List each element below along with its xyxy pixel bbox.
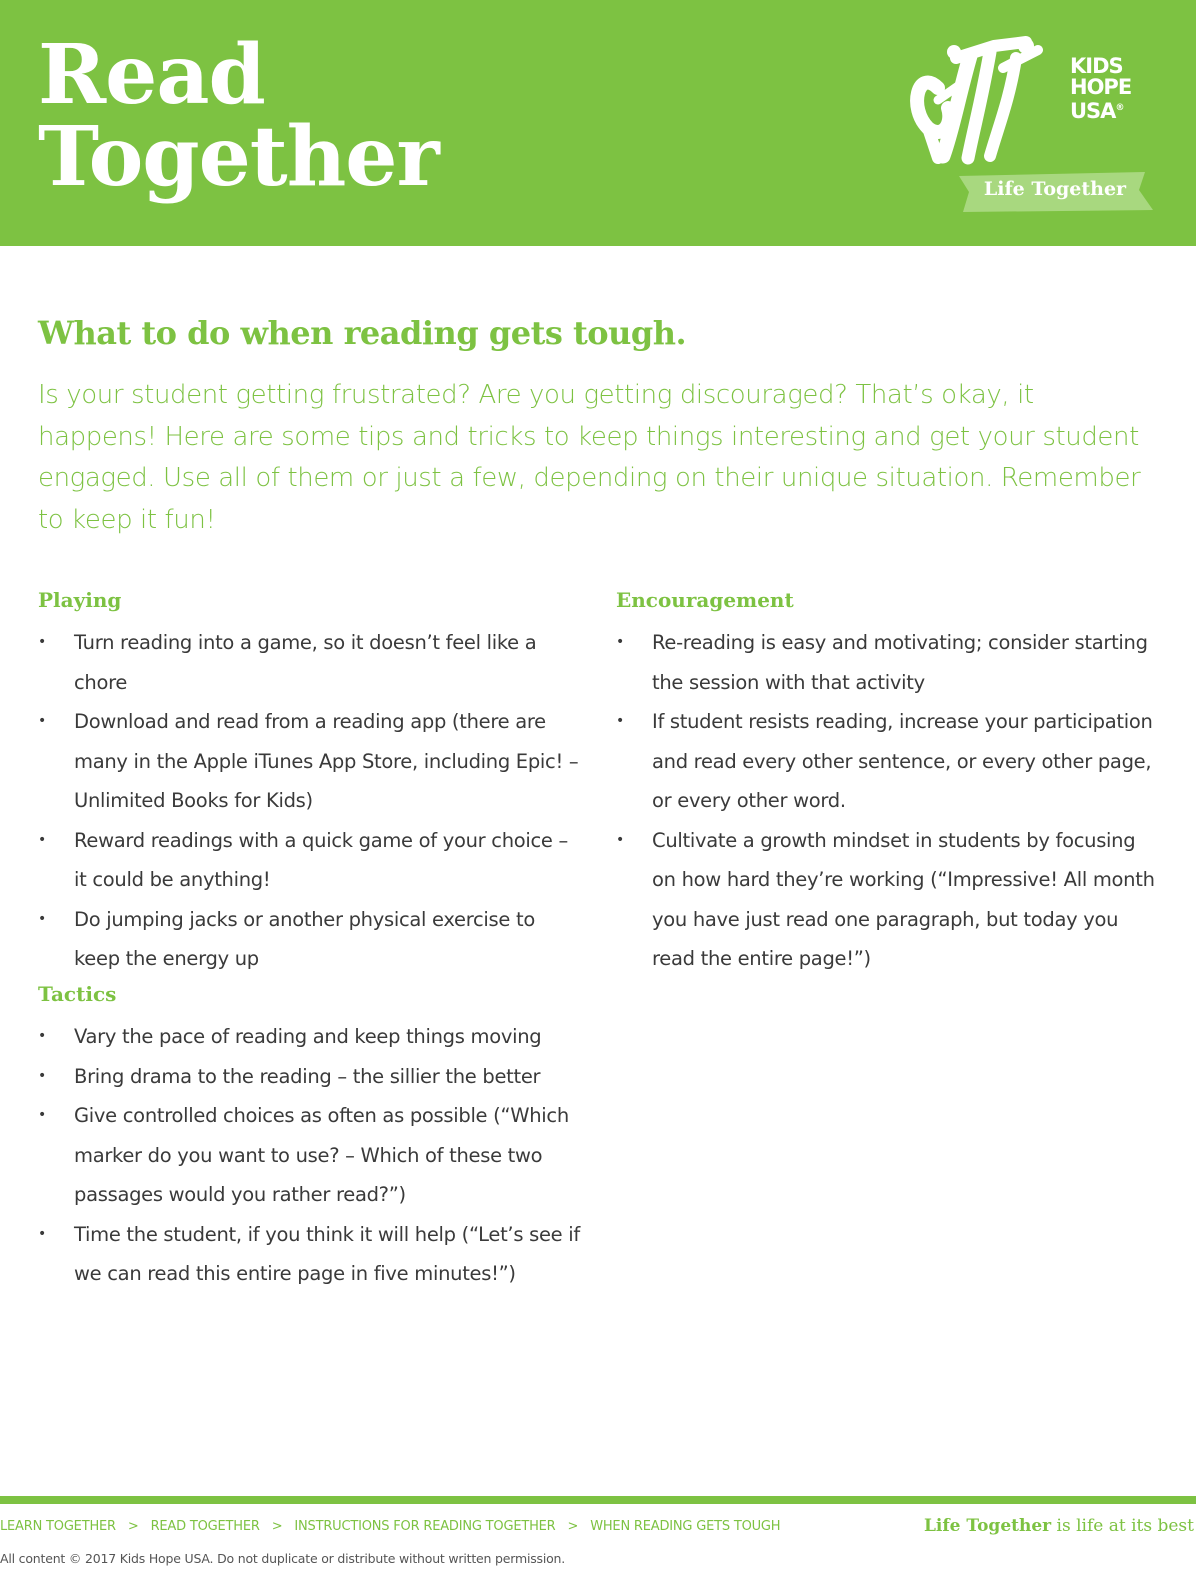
list-item (38, 1017, 583, 1057)
brand-line-kids: KIDS (1070, 54, 1123, 78)
bullet-icon: • (616, 713, 624, 729)
list-item-text: Re-reading is easy and motivating; consider starting the session with that activity (652, 631, 1148, 694)
list-item-text: Turn reading into a game, so it doesn’t feel like a chore (74, 631, 537, 694)
intro-paragraph: Is your student getting frustrated? Are you getting discouraged? That’s okay, it happens! Here are some tips and tricks to keep things interesting and get your student engaged. Use all of them or just a few, depending on their unique situation. Remember to keep it fun! (38, 380, 1141, 535)
list-item-text: Bring drama to the reading – the sillier the better (74, 1064, 541, 1088)
brand-line-hope: HOPE (1070, 75, 1132, 99)
list-item (38, 1057, 583, 1097)
breadcrumb-item-read-together[interactable]: READ TOGETHER (150, 1519, 260, 1534)
playing-section (38, 587, 583, 979)
bullet-icon: • (38, 713, 46, 729)
bullet-icon: • (616, 634, 624, 650)
bullet-icon: • (38, 910, 46, 927)
encouragement-heading: Encouragement (616, 588, 794, 612)
list-item (38, 821, 583, 900)
encouragement-list (616, 623, 1161, 979)
bullet-icon: • (38, 1107, 46, 1123)
bullet-icon: • (38, 1225, 46, 1242)
list-item (616, 821, 1161, 979)
list-item-text: Vary the pace of reading and keep things moving (74, 1025, 542, 1048)
playing-list (38, 623, 583, 979)
list-item-text: Cultivate a growth mindset in students by focusing on how hard they’re working (“Impressive! All month you have just read one paragraph, but today you read the entire page!”) (652, 828, 1155, 970)
breadcrumb-separator: > (127, 1519, 139, 1534)
bullet-icon: • (38, 831, 46, 848)
breadcrumb (0, 1519, 780, 1534)
registered-mark: ® (1115, 103, 1124, 113)
breadcrumb-separator: > (271, 1519, 283, 1534)
page-title (38, 27, 439, 205)
tactics-heading: Tactics (38, 982, 117, 1006)
list-item-text: Do jumping jacks or another physical exercise to keep the energy up (74, 907, 535, 970)
list-item-text: Time the student, if you think it will help (“Let’s see if we can read this entire page in five minutes!”) (74, 1222, 580, 1285)
breadcrumb-item-instructions[interactable]: INSTRUCTIONS FOR READING TOGETHER (294, 1519, 556, 1534)
title-line-2: Together (38, 109, 439, 205)
breadcrumb-item-when-reading-gets-tough[interactable]: WHEN READING GETS TOUGH (590, 1519, 781, 1534)
playing-heading: Playing (38, 588, 122, 612)
brand-wordmark (1070, 56, 1170, 122)
bullet-icon: • (38, 634, 46, 650)
list-item (38, 1215, 583, 1294)
title-line-1: Read (38, 27, 265, 123)
list-item (38, 623, 583, 702)
section-subtitle: What to do when reading gets tough. (38, 314, 687, 352)
tagline-bold: Life Together (923, 1516, 1052, 1536)
list-item-text: If student resists reading, increase your participation and read every other sentence, or every other page, or every other word. (652, 710, 1153, 812)
footer-divider (0, 1496, 1196, 1504)
list-item-text: Download and read from a reading app (there are many in the Apple iTunes App Store, including Epic! – Unlimited Books for Kids) (74, 710, 579, 812)
footer-tagline (924, 1516, 1194, 1536)
breadcrumb-item-learn-together[interactable]: LEARN TOGETHER (0, 1519, 116, 1534)
bullet-icon: • (38, 1028, 46, 1044)
tagline-rest: is life at its best (1051, 1516, 1194, 1536)
list-item-text: Reward readings with a quick game of your choice – it could be anything! (74, 828, 568, 891)
copyright-notice: All content © 2017 Kids Hope USA. Do not duplicate or distribute without written permission. (0, 1551, 566, 1566)
tactics-list (38, 1017, 583, 1294)
list-item (616, 702, 1161, 821)
list-item (616, 623, 1161, 702)
ribbon-label: Life Together (983, 178, 1127, 200)
tactics-section (38, 981, 583, 1294)
bullet-icon: • (616, 831, 624, 848)
list-item-text: Give controlled choices as often as possible (“Which marker do you want to use? – Which of these two passages would you rather read?”) (74, 1104, 569, 1206)
list-item (38, 1096, 583, 1215)
brand-line-usa (1070, 98, 1170, 122)
brand-usa-text: USA (1070, 99, 1116, 123)
bullet-icon: • (38, 1067, 46, 1084)
breadcrumb-separator: > (567, 1519, 579, 1534)
list-item (38, 900, 583, 979)
list-item (38, 702, 583, 821)
encouragement-section (616, 587, 1161, 979)
